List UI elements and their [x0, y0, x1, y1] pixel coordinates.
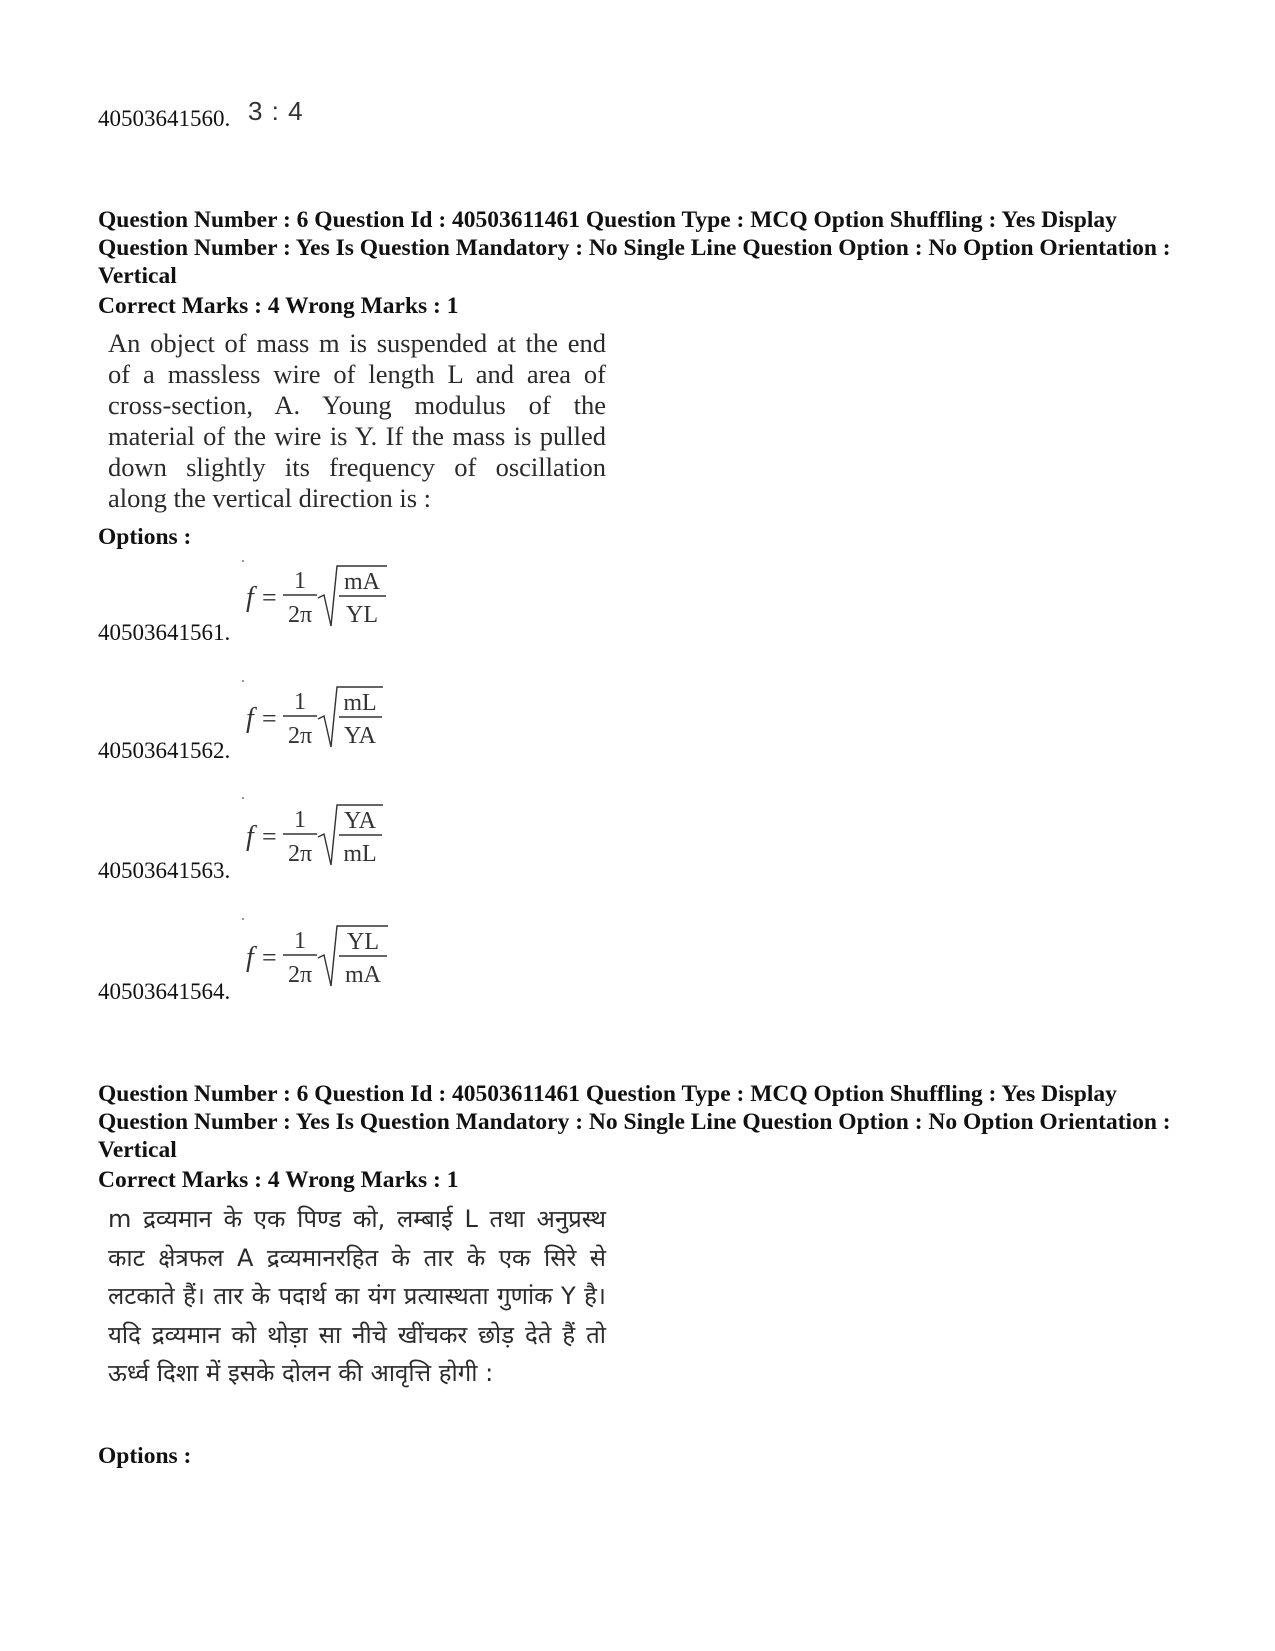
formula-option-1	[240, 562, 410, 632]
radicand-denominator: YA	[343, 723, 377, 749]
option-ratio-value: 3 : 4	[248, 96, 304, 126]
coef-numerator: 1	[294, 807, 306, 833]
equals-sign: =	[262, 822, 277, 851]
radicand-denominator: mA	[345, 962, 381, 988]
coef-numerator: 1	[294, 689, 306, 715]
option-id: 40503641564.	[98, 979, 231, 1004]
radicand-denominator: YL	[346, 602, 378, 628]
options-label: Options :	[98, 524, 192, 550]
radicand-numerator: YL	[347, 929, 379, 955]
scan-speck	[242, 680, 244, 682]
scan-speck	[242, 797, 244, 799]
equals-sign: =	[262, 704, 277, 733]
formula-lhs: f	[246, 942, 254, 973]
formula-lhs: f	[246, 703, 254, 734]
question-marks: Correct Marks : 4 Wrong Marks : 1	[98, 1167, 459, 1193]
formula-lhs: f	[246, 582, 254, 613]
scan-speck	[242, 918, 244, 920]
formula-option-2	[240, 683, 410, 753]
radicand-denominator: mL	[343, 841, 377, 867]
option-id: 40503641563.	[98, 858, 231, 883]
coef-denominator: 2π	[287, 962, 313, 988]
question-text-hindi: m द्रव्यमान के एक पिण्ड को, लम्बाई L तथा अनुप्रस्थ काट क्षेत्रफल A द्रव्यमानरहित के तार के एक सिरे से लटकाते हैं। तार के पदार्थ का यंग प्रत्यास्थता गुणांक Y है। यदि द्रव्यमान को थोड़ा सा नीचे खींचकर छोड़ देते हैं तो ऊर्ध्व दिशा में इसके दोलन की आवृत्ति होगी :	[108, 1205, 606, 1387]
question-meta: Question Number : 6 Question Id : 40503611461 Question Type : MCQ Option Shuffling : Yes Display Question Number : Yes Is Question Mandatory : No Single Line Question Option : No Option Orientation : Vertical	[98, 207, 1171, 289]
radicand-numerator: YA	[343, 808, 377, 834]
question-text: An object of mass m is suspended at the end of a massless wire of length L and area of cross-section, A. Young modulus of the material of the wire is Y. If the mass is pulled down slightly its frequency of oscillation along the vertical direction is :	[108, 328, 606, 513]
option-id: 40503641562.	[98, 738, 231, 763]
radicand-numerator: mA	[344, 569, 380, 595]
equals-sign: =	[262, 583, 277, 612]
coef-numerator: 1	[294, 928, 306, 954]
equals-sign: =	[262, 943, 277, 972]
question-meta: Question Number : 6 Question Id : 40503611461 Question Type : MCQ Option Shuffling : Yes Display Question Number : Yes Is Question Mandatory : No Single Line Question Option : No Option Orientation : Vertical	[98, 1081, 1171, 1163]
coef-numerator: 1	[294, 568, 306, 594]
question-marks: Correct Marks : 4 Wrong Marks : 1	[98, 293, 459, 319]
coef-denominator: 2π	[287, 602, 313, 628]
formula-option-4	[240, 922, 410, 992]
coef-denominator: 2π	[287, 841, 313, 867]
option-id: 40503641561.	[98, 620, 231, 645]
radicand-numerator: mL	[343, 690, 377, 716]
coef-denominator: 2π	[287, 723, 313, 749]
formula-lhs: f	[246, 821, 254, 852]
formula-option-3	[240, 801, 410, 871]
options-label: Options :	[98, 1443, 192, 1469]
option-id: 40503641560.	[98, 106, 231, 131]
